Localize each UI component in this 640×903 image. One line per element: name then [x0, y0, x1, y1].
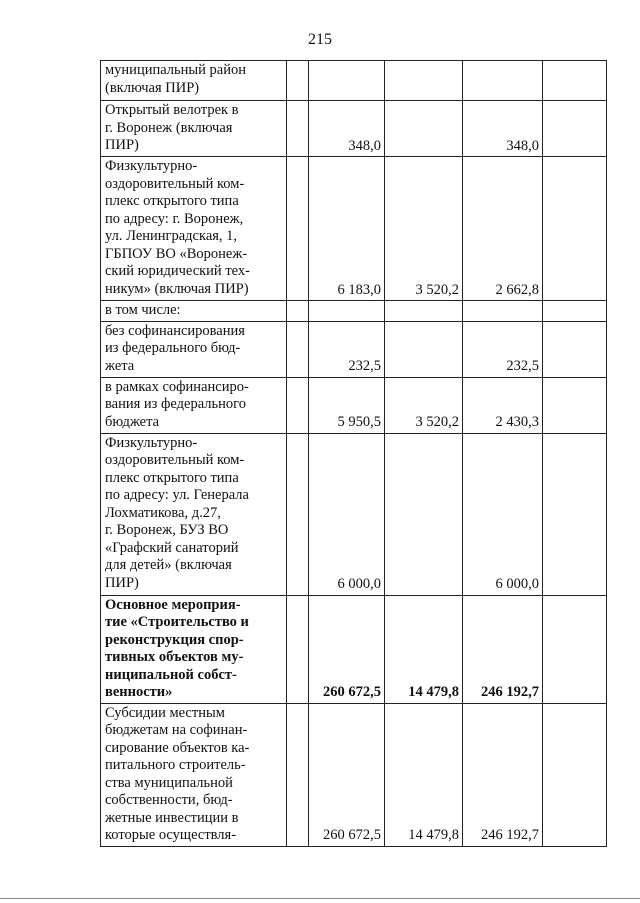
- value-cell-federal: 3 520,2: [385, 157, 463, 301]
- budget-table: [100, 60, 607, 847]
- row-name-cell: в том числе:: [101, 301, 287, 322]
- value-cell-5: [543, 321, 607, 377]
- value-cell-total: 260 672,5: [309, 595, 385, 703]
- value-cell-regional: 232,5: [463, 321, 543, 377]
- value-cell-total: [309, 61, 385, 101]
- value-cell-regional: 246 192,7: [463, 595, 543, 703]
- value-cell-regional: 246 192,7: [463, 703, 543, 846]
- table-row: [101, 377, 607, 433]
- value-cell-1: [287, 101, 309, 157]
- page-number: 215: [308, 31, 332, 48]
- value-cell-total: 260 672,5: [309, 703, 385, 846]
- row-name-cell: Субсидии местным бюджетам на софинан- сирование объектов ка- питального строитель- ства муниципальной собственности, бюд- жетные инвестиции в которые осуществля-: [101, 703, 287, 846]
- table-row: [101, 433, 607, 595]
- value-cell-5: [543, 433, 607, 595]
- value-cell-federal: [385, 301, 463, 322]
- value-cell-regional: [463, 301, 543, 322]
- value-cell-5: [543, 157, 607, 301]
- value-cell-regional: 348,0: [463, 101, 543, 157]
- value-cell-total: 232,5: [309, 321, 385, 377]
- table-row: [101, 301, 607, 322]
- value-cell-1: [287, 703, 309, 846]
- page-bottom-divider: [0, 898, 640, 899]
- value-cell-5: [543, 61, 607, 101]
- row-name-cell: Открытый велотрек в г. Воронеж (включая ПИР): [101, 101, 287, 157]
- value-cell-federal: [385, 101, 463, 157]
- value-cell-federal: 14 479,8: [385, 595, 463, 703]
- value-cell-regional: [463, 61, 543, 101]
- value-cell-federal: 3 520,2: [385, 377, 463, 433]
- value-cell-total: [309, 301, 385, 322]
- row-name-cell: в рамках софинансиро- вания из федерального бюджета: [101, 377, 287, 433]
- table-row: [101, 61, 607, 101]
- value-cell-regional: 2 662,8: [463, 157, 543, 301]
- value-cell-5: [543, 301, 607, 322]
- value-cell-federal: [385, 321, 463, 377]
- row-name-cell: Физкультурно- оздоровительный ком- плекс открытого типа по адресу: г. Воронеж, ул. Ленинградская, 1, ГБПОУ ВО «Воронеж- ский юридический тех- никум» (включая ПИР): [101, 157, 287, 301]
- value-cell-1: [287, 321, 309, 377]
- value-cell-regional: 6 000,0: [463, 433, 543, 595]
- table-row: [101, 157, 607, 301]
- value-cell-1: [287, 595, 309, 703]
- value-cell-federal: [385, 61, 463, 101]
- value-cell-federal: [385, 433, 463, 595]
- row-name-cell: Физкультурно- оздоровительный ком- плекс открытого типа по адресу: ул. Генерала Лохматикова, д.27, г. Воронеж, БУЗ ВО «Графский санаторий для детей» (включая ПИР): [101, 433, 287, 595]
- value-cell-total: 6 000,0: [309, 433, 385, 595]
- value-cell-1: [287, 301, 309, 322]
- value-cell-5: [543, 377, 607, 433]
- row-name-cell: муниципальный район (включая ПИР): [101, 61, 287, 101]
- value-cell-1: [287, 377, 309, 433]
- table-row: [101, 321, 607, 377]
- value-cell-1: [287, 157, 309, 301]
- table-row: [101, 703, 607, 846]
- value-cell-federal: 14 479,8: [385, 703, 463, 846]
- value-cell-total: 348,0: [309, 101, 385, 157]
- row-name-cell: без софинансирования из федерального бюд- жета: [101, 321, 287, 377]
- value-cell-1: [287, 433, 309, 595]
- value-cell-total: 6 183,0: [309, 157, 385, 301]
- value-cell-total: 5 950,5: [309, 377, 385, 433]
- table-row: [101, 101, 607, 157]
- value-cell-regional: 2 430,3: [463, 377, 543, 433]
- value-cell-5: [543, 101, 607, 157]
- value-cell-5: [543, 595, 607, 703]
- value-cell-1: [287, 61, 309, 101]
- row-name-cell: Основное мероприя- тие «Строительство и реконструкция спор- тивных объектов му- ниципальной собст- венности»: [101, 595, 287, 703]
- value-cell-5: [543, 703, 607, 846]
- table-row: [101, 595, 607, 703]
